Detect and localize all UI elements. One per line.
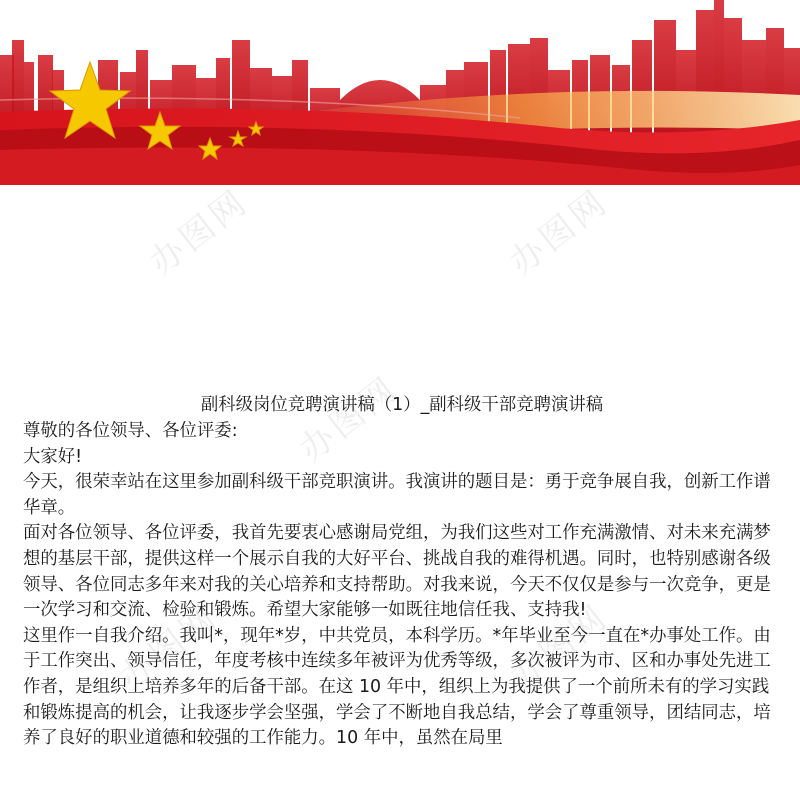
paragraph-thanks: 面对各位领导、各位评委，我首先要衷心感谢局党组，为我们这些对工作充满激情、对未来充满梦想的基层干部，提供这样一个展示自我的大好平台、挑战自我的难得机遇。同时，也特别感谢各级领导、各位同志多年来对我的关心培养和支持帮助。对我来说，今天不仅仅是参与一次竞争，更是一次学习和交流、检验和锻炼。希望大家能够一如既往地信任我、支持我! xyxy=(23,523,771,621)
paragraph-introduction: 这里作一自我介绍。我叫*，现年*岁，中共党员，本科学历。*年毕业至今一直在*办事处工作。由于工作突出、领导信任，年度考核中连续多年被评为优秀等级，多次被评为市、区和办事处先进工作者，是组织上培养多年的后备干部。在这 10 年中，组织上为我提供了一个前所未有的学习实践和锻炼提高的机会，让我逐步学会坚强，学会了不断地自我总结，学会了尊重领导，团结同志，培养了良好的职业道德和较强的工作能力。10 年中，虽然在局里 xyxy=(23,625,771,749)
paragraph-topic: 今天，很荣幸站在这里参加副科级干部竞职演讲。我演讲的题目是：勇于竞争展自我，创新工作谱华章。 xyxy=(23,472,771,518)
paragraph-salutation: 尊敬的各位领导、各位评委: xyxy=(23,421,238,441)
city-skyline-illustration xyxy=(0,0,800,185)
watermark: 办图网 xyxy=(111,596,227,699)
paragraph-greeting: 大家好! xyxy=(23,446,83,467)
watermark: 办图网 xyxy=(291,368,407,471)
watermark: 办图网 xyxy=(501,181,617,284)
watermark: 办图网 xyxy=(141,181,257,284)
document-body xyxy=(23,392,781,752)
watermark: 办图网 xyxy=(501,596,617,699)
header-banner xyxy=(0,0,800,185)
document-title: 副科级岗位竞聘演讲稿（1）_副科级干部竞聘演讲稿 xyxy=(200,395,604,415)
